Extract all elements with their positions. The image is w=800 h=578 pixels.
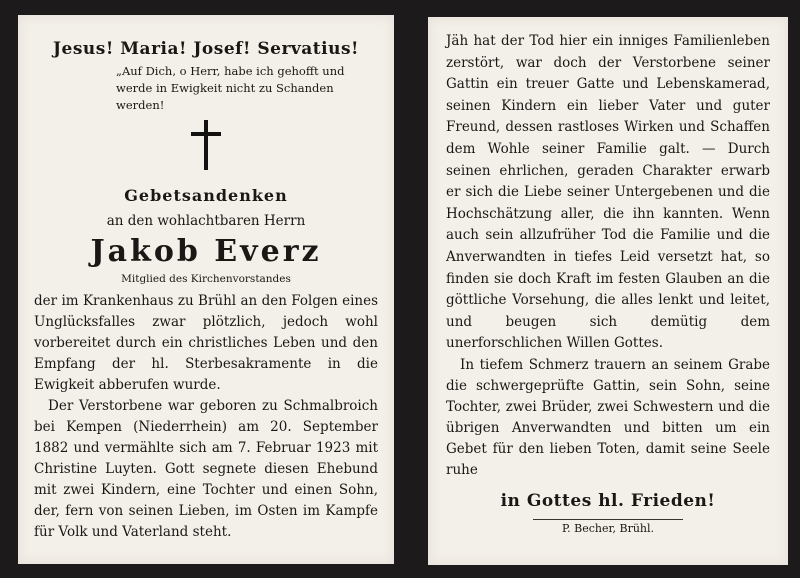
dedication-line: an den wohlachtbaren Herrn bbox=[106, 213, 306, 229]
left-memorial-card bbox=[18, 15, 394, 564]
memorial-title: Gebetsandenken bbox=[124, 186, 288, 205]
divider-rule bbox=[533, 519, 683, 520]
right-memorial-card bbox=[428, 17, 788, 565]
deceased-name: Jakob Everz bbox=[90, 234, 322, 269]
deceased-role: Mitglied des Kirchenvorstandes bbox=[121, 273, 291, 285]
biography-paragraph: Der Verstorbene war geboren zu Schmalbroich bei Kempen (Niederrhein) am 20. September 1882 und vermählte sich am 7. Februar 1923 mit Christine Luyten. Gott segnete diesen Ehebund mit zwei Kindern, eine Tochter und einen Sohn, der, fern von seinen Lieben, im Osten im Kampfe für Volk und Vaterland steht. bbox=[34, 398, 378, 540]
prayer-motto: „Auf Dich, o Herr, habe ich gehofft und werde in Ewigkeit nicht zu Schanden werden! bbox=[116, 64, 345, 112]
closing-blessing: in Gottes hl. Frieden! bbox=[500, 490, 716, 511]
cross-container bbox=[34, 120, 378, 176]
tribute-paragraph: Jäh hat der Tod hier ein inniges Familienleben zerstört, war doch der Verstorbene seiner Gattin ein treuer Gatte und Lebenskamerad, seinen Kindern ein lieber Vater und guter Freund, dessen rastloses Wirken und Schaffen dem Wohle seiner Familie galt. — Durch seinen ehrlichen, geraden Charakter erwarb er sich die Liebe seiner Untergebenen und die Hochschätzung aller, die ihn kannten. Wenn auch sein allzufrüher Tod die Familie und die Anverwandten in tiefes Leid versetzt hat, so finden sie doch Kraft im festen Glauben an die göttliche Vorsehung, die alles lenkt und leitet, und beugen sich demütig dem unerforschlichen Willen Gottes. bbox=[446, 33, 770, 352]
death-notice-paragraph: der im Krankenhaus zu Brühl an den Folgen eines Unglücksfalles zwar plötzlich, jedoch wohl vorbereitet durch ein christliches Leben und den Empfang der hl. Sterbesakramente in die Ewigkeit abberufen wurde. bbox=[34, 293, 378, 393]
mourning-paragraph: In tiefem Schmerz trauern an seinem Grabe die schwergeprüfte Gattin, sein Sohn, seine Tochter, zwei Brüder, zwei Schwestern und die übrigen Anverwandten und bitten um ein Gebet für den lieben Toten, damit seine Seele ruhe bbox=[446, 356, 770, 478]
printer-imprint: P. Becher, Brühl. bbox=[561, 521, 655, 535]
invocation-heading: Jesus! Maria! Josef! Servatius! bbox=[53, 39, 359, 59]
latin-cross-icon bbox=[191, 120, 221, 170]
